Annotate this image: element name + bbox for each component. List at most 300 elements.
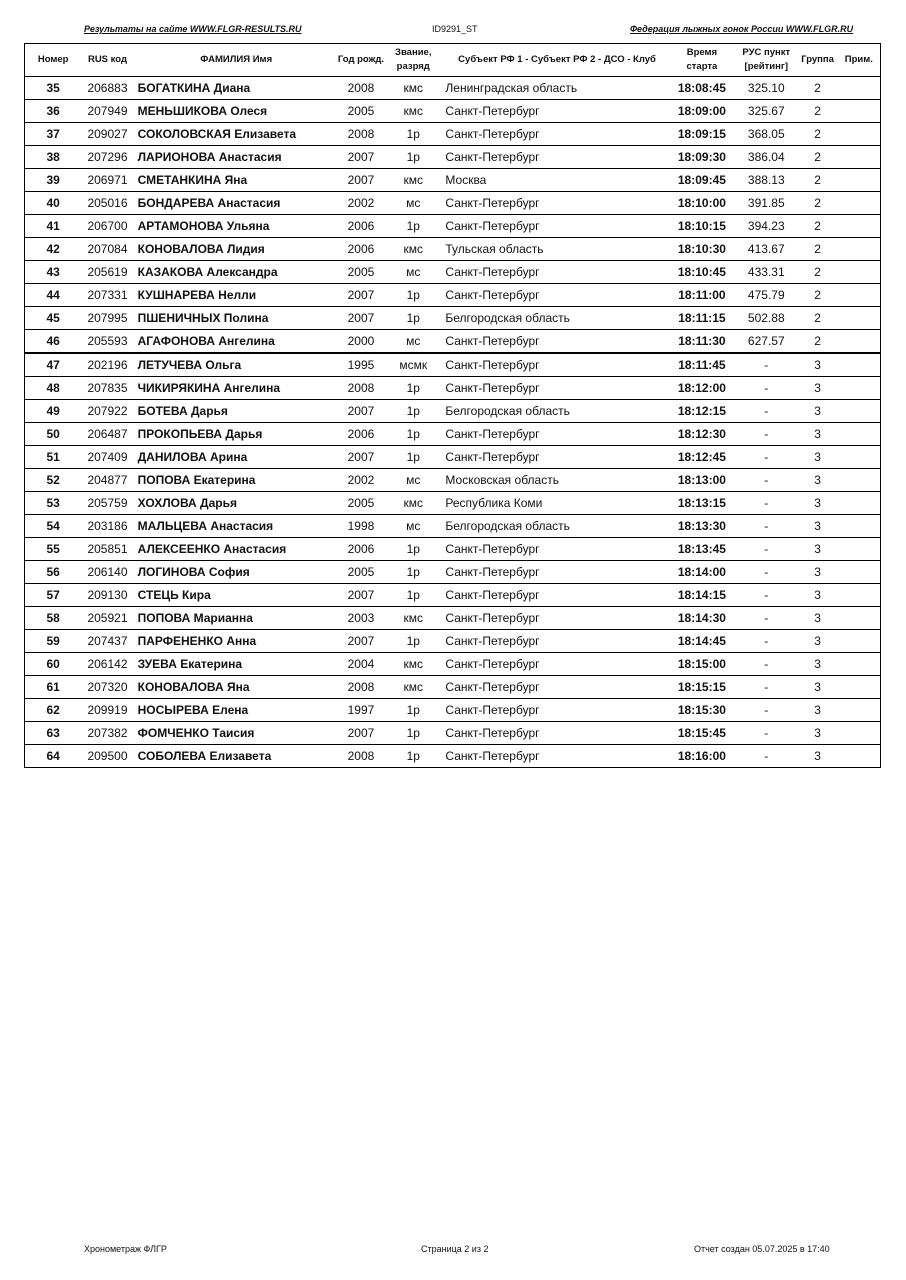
cell-start-time: 18:15:15 [669,676,735,699]
cell-rus-code: 207949 [81,100,133,123]
cell-name: ФОМЧЕНКО Таисия [134,722,335,745]
cell-rank: мс [387,330,439,354]
cell-birth-year: 1997 [335,699,387,722]
col-header-name: ФАМИЛИЯ Имя [134,44,335,77]
cell-start-time: 18:14:45 [669,630,735,653]
cell-rus-points: 627.57 [735,330,797,354]
cell-rank: 1р [387,584,439,607]
cell-group: 3 [797,745,837,768]
cell-rus-points: 394.23 [735,215,797,238]
cell-group: 3 [797,676,837,699]
cell-region: Санкт-Петербург [439,146,668,169]
cell-number: 43 [25,261,82,284]
cell-birth-year: 2005 [335,561,387,584]
cell-region: Санкт-Петербург [439,630,668,653]
cell-rank: 1р [387,423,439,446]
cell-number: 61 [25,676,82,699]
cell-birth-year: 2008 [335,676,387,699]
cell-group: 3 [797,400,837,423]
cell-rus-points: 502.88 [735,307,797,330]
cell-region: Санкт-Петербург [439,745,668,768]
cell-name: КУШНАРЕВА Нелли [134,284,335,307]
table-row [25,515,881,538]
cell-rank: 1р [387,561,439,584]
cell-start-time: 18:11:30 [669,330,735,354]
col-header-time-line1: Время [686,47,718,58]
table-row [25,446,881,469]
cell-group: 3 [797,630,837,653]
cell-rank: 1р [387,446,439,469]
table-body [25,77,881,768]
cell-birth-year: 2002 [335,469,387,492]
table-row [25,192,881,215]
cell-birth-year: 1995 [335,353,387,377]
cell-birth-year: 2007 [335,630,387,653]
cell-number: 58 [25,607,82,630]
cell-region: Санкт-Петербург [439,561,668,584]
cell-start-time: 18:10:30 [669,238,735,261]
cell-region: Санкт-Петербург [439,653,668,676]
cell-number: 35 [25,77,82,100]
table-row [25,722,881,745]
cell-start-time: 18:12:30 [669,423,735,446]
cell-start-time: 18:12:45 [669,446,735,469]
cell-rus-code: 207320 [81,676,133,699]
cell-group: 3 [797,469,837,492]
cell-rus-code: 204877 [81,469,133,492]
cell-rus-points: - [735,676,797,699]
cell-name: БОТЕВА Дарья [134,400,335,423]
cell-name: ЛЕТУЧЕВА Ольга [134,353,335,377]
cell-name: ПШЕНИЧНЫХ Полина [134,307,335,330]
cell-start-time: 18:09:15 [669,123,735,146]
cell-region: Санкт-Петербург [439,261,668,284]
cell-start-time: 18:10:00 [669,192,735,215]
cell-region: Белгородская область [439,400,668,423]
table-row [25,653,881,676]
cell-birth-year: 2008 [335,745,387,768]
cell-name: КОНОВАЛОВА Лидия [134,238,335,261]
cell-start-time: 18:15:45 [669,722,735,745]
cell-number: 46 [25,330,82,354]
cell-region: Санкт-Петербург [439,446,668,469]
cell-number: 60 [25,653,82,676]
cell-rank: кмс [387,100,439,123]
table-row [25,284,881,307]
cell-group: 3 [797,515,837,538]
table-row [25,77,881,100]
cell-rus-code: 203186 [81,515,133,538]
cell-region: Санкт-Петербург [439,330,668,354]
cell-rus-code: 207084 [81,238,133,261]
cell-start-time: 18:11:15 [669,307,735,330]
cell-start-time: 18:15:00 [669,653,735,676]
cell-birth-year: 2007 [335,307,387,330]
cell-number: 57 [25,584,82,607]
cell-note [838,123,881,146]
cell-name: ЗУЕВА Екатерина [134,653,335,676]
cell-number: 50 [25,423,82,446]
cell-group: 3 [797,722,837,745]
table-row [25,492,881,515]
cell-rank: 1р [387,745,439,768]
cell-start-time: 18:15:30 [669,699,735,722]
cell-rus-points: - [735,722,797,745]
cell-start-time: 18:13:00 [669,469,735,492]
cell-region: Белгородская область [439,515,668,538]
cell-rus-points: - [735,469,797,492]
cell-name: СМЕТАНКИНА Яна [134,169,335,192]
cell-number: 53 [25,492,82,515]
cell-rus-code: 207922 [81,400,133,423]
cell-rus-code: 206700 [81,215,133,238]
cell-rus-points: - [735,584,797,607]
cell-region: Московская область [439,469,668,492]
cell-note [838,261,881,284]
cell-rus-code: 206487 [81,423,133,446]
cell-birth-year: 2006 [335,538,387,561]
cell-group: 2 [797,215,837,238]
cell-rank: 1р [387,722,439,745]
cell-number: 38 [25,146,82,169]
cell-name: ДАНИЛОВА Арина [134,446,335,469]
cell-rank: 1р [387,307,439,330]
cell-region: Белгородская область [439,307,668,330]
cell-birth-year: 2006 [335,238,387,261]
cell-birth-year: 2007 [335,446,387,469]
cell-note [838,676,881,699]
cell-rus-points: - [735,515,797,538]
cell-number: 42 [25,238,82,261]
cell-number: 62 [25,699,82,722]
cell-region: Тульская область [439,238,668,261]
cell-birth-year: 2006 [335,423,387,446]
cell-start-time: 18:09:00 [669,100,735,123]
cell-rus-code: 207437 [81,630,133,653]
cell-note [838,630,881,653]
cell-group: 3 [797,584,837,607]
cell-group: 3 [797,561,837,584]
cell-rus-code: 205619 [81,261,133,284]
cell-region: Санкт-Петербург [439,584,668,607]
cell-rus-points: - [735,538,797,561]
table-row [25,561,881,584]
cell-name: БОНДАРЕВА Анастасия [134,192,335,215]
cell-note [838,469,881,492]
cell-group: 3 [797,377,837,400]
cell-rus-code: 206883 [81,77,133,100]
cell-number: 56 [25,561,82,584]
cell-name: КАЗАКОВА Александра [134,261,335,284]
cell-number: 52 [25,469,82,492]
cell-rus-points: - [735,653,797,676]
cell-start-time: 18:13:15 [669,492,735,515]
cell-rus-code: 207409 [81,446,133,469]
cell-name: МАЛЬЦЕВА Анастасия [134,515,335,538]
table-row [25,261,881,284]
cell-birth-year: 2002 [335,192,387,215]
table-row [25,169,881,192]
cell-rus-code: 205759 [81,492,133,515]
cell-birth-year: 2007 [335,722,387,745]
cell-rank: 1р [387,630,439,653]
cell-number: 39 [25,169,82,192]
cell-region: Санкт-Петербург [439,353,668,377]
table-row [25,146,881,169]
cell-group: 2 [797,330,837,354]
cell-birth-year: 1998 [335,515,387,538]
cell-group: 3 [797,699,837,722]
cell-birth-year: 2007 [335,146,387,169]
cell-group: 2 [797,261,837,284]
cell-start-time: 18:14:00 [669,561,735,584]
cell-rus-code: 207331 [81,284,133,307]
cell-rus-code: 207382 [81,722,133,745]
cell-name: ПОПОВА Екатерина [134,469,335,492]
cell-region: Санкт-Петербург [439,607,668,630]
cell-group: 3 [797,423,837,446]
cell-name: СОБОЛЕВА Елизавета [134,745,335,768]
cell-birth-year: 2003 [335,607,387,630]
cell-note [838,307,881,330]
cell-name: МЕНЬШИКОВА Олеся [134,100,335,123]
cell-rus-code: 207835 [81,377,133,400]
cell-rus-points: 475.79 [735,284,797,307]
cell-rank: мс [387,192,439,215]
cell-group: 2 [797,77,837,100]
cell-start-time: 18:10:45 [669,261,735,284]
cell-region: Санкт-Петербург [439,699,668,722]
cell-rus-code: 206142 [81,653,133,676]
results-site-link[interactable]: Результаты на сайте WWW.FLGR-RESULTS.RU [84,24,302,34]
cell-number: 63 [25,722,82,745]
col-header-time-line2: старта [686,61,718,72]
cell-name: ХОХЛОВА Дарья [134,492,335,515]
cell-birth-year: 2008 [335,123,387,146]
cell-number: 36 [25,100,82,123]
cell-number: 48 [25,377,82,400]
cell-region: Санкт-Петербург [439,722,668,745]
cell-note [838,377,881,400]
cell-region: Санкт-Петербург [439,100,668,123]
cell-rus-points: 413.67 [735,238,797,261]
cell-group: 3 [797,353,837,377]
cell-rus-points: 388.13 [735,169,797,192]
cell-rus-points: 386.04 [735,146,797,169]
cell-note [838,146,881,169]
cell-start-time: 18:16:00 [669,745,735,768]
cell-rus-points: - [735,423,797,446]
cell-start-time: 18:12:15 [669,400,735,423]
cell-group: 3 [797,653,837,676]
cell-rank: кмс [387,238,439,261]
cell-rank: кмс [387,607,439,630]
cell-name: БОГАТКИНА Диана [134,77,335,100]
cell-rus-code: 205921 [81,607,133,630]
cell-start-time: 18:10:15 [669,215,735,238]
cell-note [838,284,881,307]
cell-birth-year: 2007 [335,169,387,192]
cell-birth-year: 2007 [335,584,387,607]
table-row [25,330,881,354]
cell-rank: 1р [387,538,439,561]
cell-rus-points: - [735,699,797,722]
cell-number: 45 [25,307,82,330]
cell-group: 3 [797,607,837,630]
cell-rank: кмс [387,653,439,676]
cell-name: ЧИКИРЯКИНА Ангелина [134,377,335,400]
table-header-row [25,44,881,77]
cell-rank: 1р [387,284,439,307]
cell-note [838,492,881,515]
cell-group: 2 [797,192,837,215]
cell-note [838,607,881,630]
col-header-birth-year: Год рожд. [335,44,387,77]
table-row [25,307,881,330]
cell-rus-points: - [735,377,797,400]
cell-group: 2 [797,123,837,146]
cell-rank: 1р [387,699,439,722]
cell-note [838,745,881,768]
table-row [25,238,881,261]
cell-name: СОКОЛОВСКАЯ Елизавета [134,123,335,146]
cell-start-time: 18:08:45 [669,77,735,100]
table-row [25,584,881,607]
cell-name: ПОПОВА Марианна [134,607,335,630]
cell-group: 2 [797,146,837,169]
cell-start-time: 18:09:30 [669,146,735,169]
cell-rus-points: 391.85 [735,192,797,215]
col-header-note: Прим. [838,44,881,77]
table-row [25,423,881,446]
cell-rus-points: 325.67 [735,100,797,123]
cell-name: АРТАМОНОВА Ульяна [134,215,335,238]
cell-birth-year: 2007 [335,284,387,307]
cell-name: АЛЕКСЕЕНКО Анастасия [134,538,335,561]
col-header-number: Номер [25,44,82,77]
table-row [25,123,881,146]
cell-number: 54 [25,515,82,538]
cell-rus-points: - [735,561,797,584]
cell-rus-points: - [735,745,797,768]
cell-note [838,722,881,745]
table-row [25,745,881,768]
col-header-rus-points [735,44,797,77]
cell-name: СТЕЦЬ Кира [134,584,335,607]
cell-rus-points: - [735,400,797,423]
col-header-rank-line2: разряд [396,61,430,72]
table-row [25,630,881,653]
cell-region: Ленинградская область [439,77,668,100]
cell-rank: 1р [387,146,439,169]
cell-number: 47 [25,353,82,377]
cell-rus-code: 205851 [81,538,133,561]
cell-region: Санкт-Петербург [439,377,668,400]
cell-rus-points: - [735,446,797,469]
cell-rus-code: 206971 [81,169,133,192]
cell-rus-code: 206140 [81,561,133,584]
cell-rus-points: 325.10 [735,77,797,100]
cell-rank: мс [387,515,439,538]
col-header-start-time [669,44,735,77]
cell-rus-points: - [735,607,797,630]
cell-rank: 1р [387,215,439,238]
cell-region: Санкт-Петербург [439,284,668,307]
cell-number: 59 [25,630,82,653]
table-row [25,607,881,630]
cell-name: АГАФОНОВА Ангелина [134,330,335,354]
federation-site-link[interactable]: Федерация лыжных гонок России WWW.FLGR.RU [630,24,854,34]
cell-birth-year: 2007 [335,400,387,423]
cell-group: 2 [797,307,837,330]
table-row [25,377,881,400]
cell-rank: кмс [387,676,439,699]
cell-start-time: 18:11:00 [669,284,735,307]
cell-rank: мс [387,261,439,284]
cell-note [838,423,881,446]
cell-group: 2 [797,100,837,123]
cell-name: ЛОГИНОВА София [134,561,335,584]
cell-rus-code: 209027 [81,123,133,146]
cell-start-time: 18:13:45 [669,538,735,561]
table-row [25,215,881,238]
cell-name: КОНОВАЛОВА Яна [134,676,335,699]
cell-rus-points: - [735,630,797,653]
cell-note [838,238,881,261]
cell-note [838,538,881,561]
cell-region: Москва [439,169,668,192]
cell-note [838,699,881,722]
col-header-group: Группа [797,44,837,77]
cell-name: ПРОКОПЬЕВА Дарья [134,423,335,446]
cell-note [838,515,881,538]
footer-report-created: Отчет создан 05.07.2025 в 17:40 [694,1244,830,1254]
cell-birth-year: 2005 [335,492,387,515]
cell-rank: кмс [387,492,439,515]
cell-group: 3 [797,492,837,515]
cell-region: Санкт-Петербург [439,423,668,446]
cell-rank: мс [387,469,439,492]
cell-rank: 1р [387,400,439,423]
table-row [25,699,881,722]
cell-birth-year: 2005 [335,261,387,284]
table-row [25,353,881,377]
cell-number: 44 [25,284,82,307]
document-id: ID9291_ST [432,24,478,34]
cell-region: Республика Коми [439,492,668,515]
cell-group: 2 [797,169,837,192]
cell-region: Санкт-Петербург [439,676,668,699]
cell-note [838,561,881,584]
cell-group: 3 [797,446,837,469]
table-row [25,469,881,492]
cell-start-time: 18:14:15 [669,584,735,607]
cell-rus-code: 207296 [81,146,133,169]
cell-birth-year: 2008 [335,377,387,400]
cell-name: ПАРФЕНЕНКО Анна [134,630,335,653]
cell-rank: 1р [387,123,439,146]
table-row [25,676,881,699]
cell-rus-code: 205016 [81,192,133,215]
cell-number: 64 [25,745,82,768]
cell-number: 51 [25,446,82,469]
cell-number: 37 [25,123,82,146]
cell-note [838,446,881,469]
cell-note [838,77,881,100]
cell-start-time: 18:09:45 [669,169,735,192]
footer-page-number: Страница 2 из 2 [421,1244,489,1254]
cell-note [838,330,881,354]
